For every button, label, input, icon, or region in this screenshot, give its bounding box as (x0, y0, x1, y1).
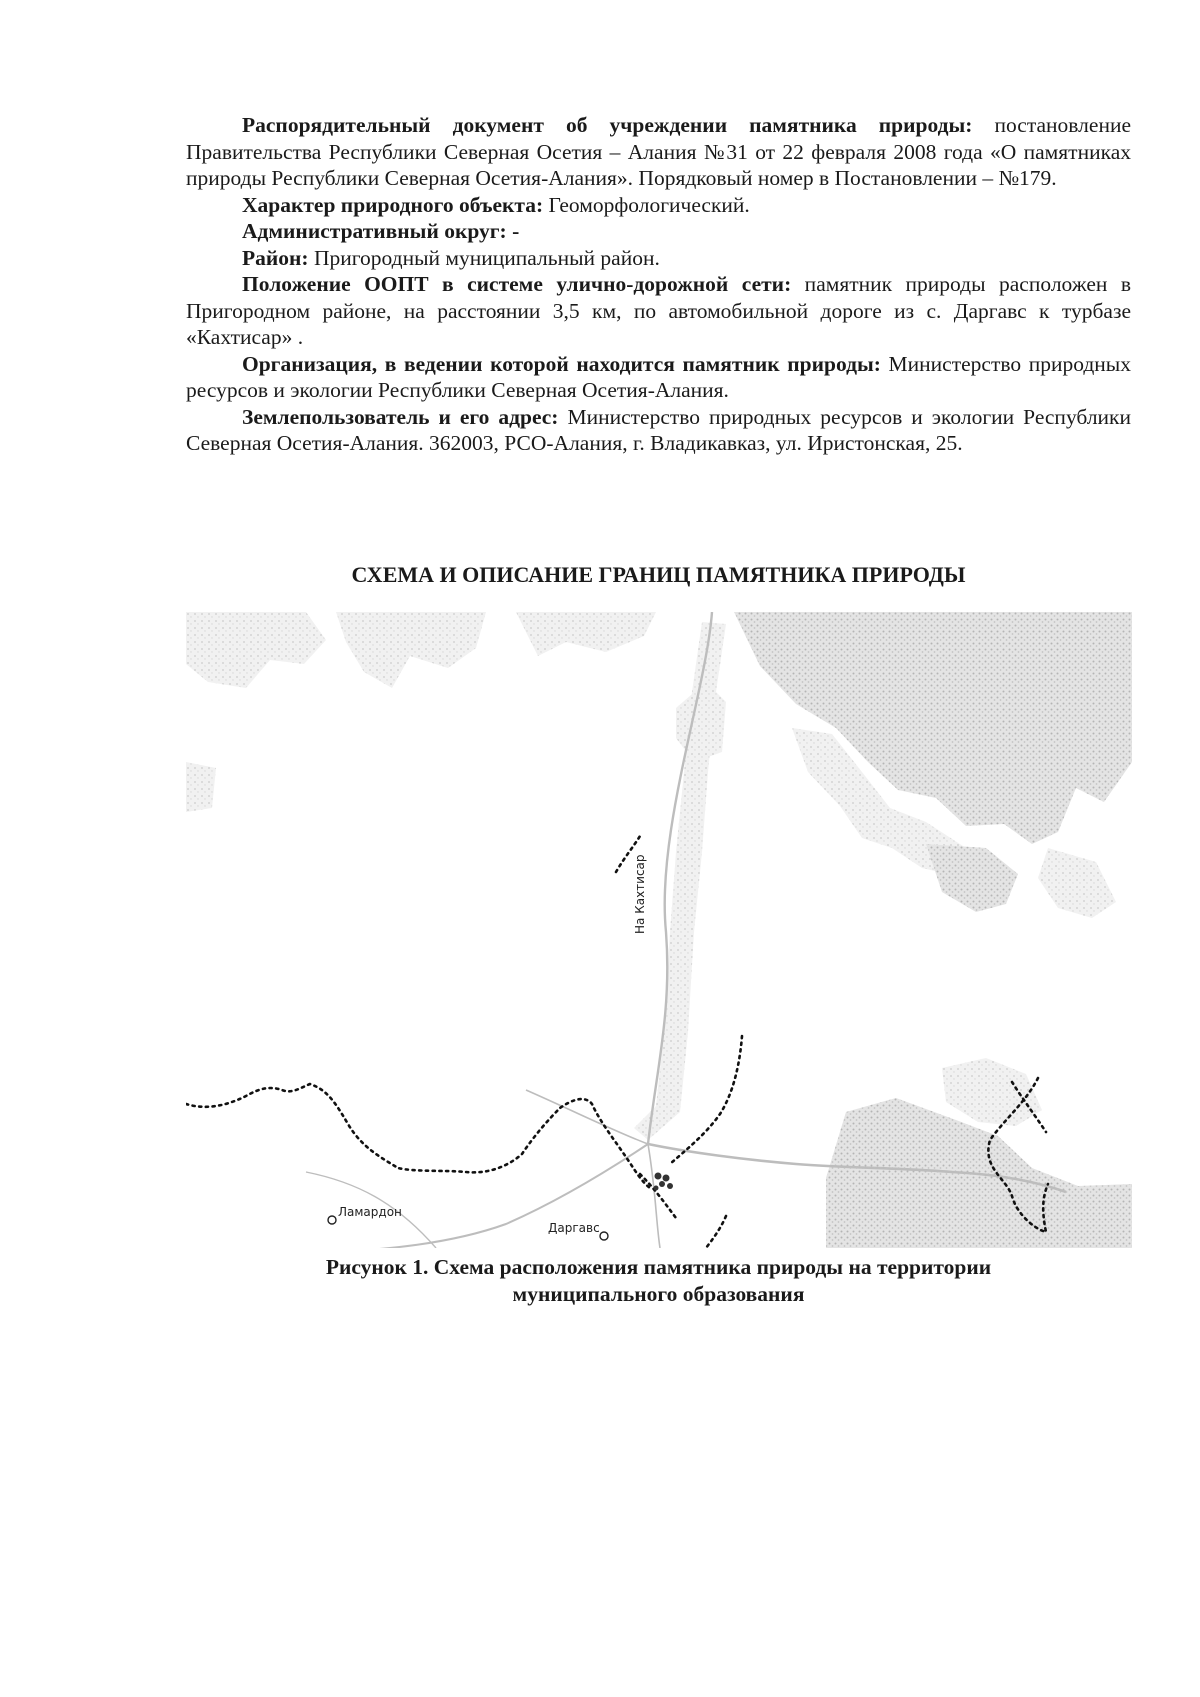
village-lamardon (328, 1205, 402, 1224)
paragraph-land-user (186, 404, 1131, 457)
paragraph-label: Землепользователь и его адрес: (242, 404, 559, 429)
settlement-cluster (654, 1173, 674, 1191)
paragraph-character (186, 192, 1131, 219)
section-title: СХЕМА И ОПИСАНИЕ ГРАНИЦ ПАМЯТНИКА ПРИРОДЫ (351, 562, 966, 587)
village-lamardon-label: Ламардон (338, 1205, 402, 1219)
paragraph-text: постановление Правительства Республики Северная Осетия – Алания №31 от 22 февраля 2008 года «О памятниках природы Республики Северная Осетия-Алания». Порядковый номер в Постановлении – №179. (186, 113, 1131, 190)
paragraph-okrug (186, 218, 1131, 245)
paragraph-label: Положение ООПТ в системе улично-дорожной сети: (242, 272, 792, 296)
paragraph-road-position (186, 271, 1131, 351)
paragraph-text: Геоморфологический. (543, 192, 750, 217)
paragraph-text: Министерство природных ресурсов и экологии Республики Северная Осетия-Алания. 362003, РСО-Алания, г. Владикавказ, ул. Иристонская, 25. (186, 404, 1131, 455)
paragraph-label: Организация, в ведении которой находится памятник природы: (242, 351, 881, 376)
road-label: На Кахтисар (633, 854, 647, 934)
document-body (186, 112, 1131, 457)
river-valley (634, 622, 726, 1140)
paragraph-label: Распорядительный документ об учреждении памятника природы: (242, 113, 973, 137)
paragraph-label: Характер природного объекта: (242, 192, 544, 217)
paragraph-text: Министерство природных ресурсов и экологии Республики Северная Осетия-Алания. (186, 351, 1132, 402)
paragraph-district (186, 245, 1131, 272)
paragraph-organization (186, 351, 1131, 404)
figure-caption-line-1: Рисунок 1. Схема расположения памятника природы на территории (325, 1255, 992, 1279)
paragraph-label: Район: (242, 245, 309, 270)
paragraph-label: Административный округ: - (242, 219, 520, 243)
paragraph-text: Пригородный муниципальный район. (308, 245, 660, 270)
village-dargavs-label: Даргавс (548, 1221, 600, 1235)
paragraph-text: памятник природы расположен в Пригородном районе, на расстоянии 3,5 км, по автомобильной дороге из с. Даргавс к турбазе «Кахтисар» . (186, 272, 1131, 349)
location-map (186, 612, 1132, 1248)
figure-caption (186, 1254, 1131, 1308)
figure-caption-line-2: муниципального образования (512, 1282, 805, 1306)
paragraph-decree (186, 112, 1131, 192)
terrain-relief (186, 612, 1132, 1248)
village-dargavs (548, 1221, 608, 1240)
